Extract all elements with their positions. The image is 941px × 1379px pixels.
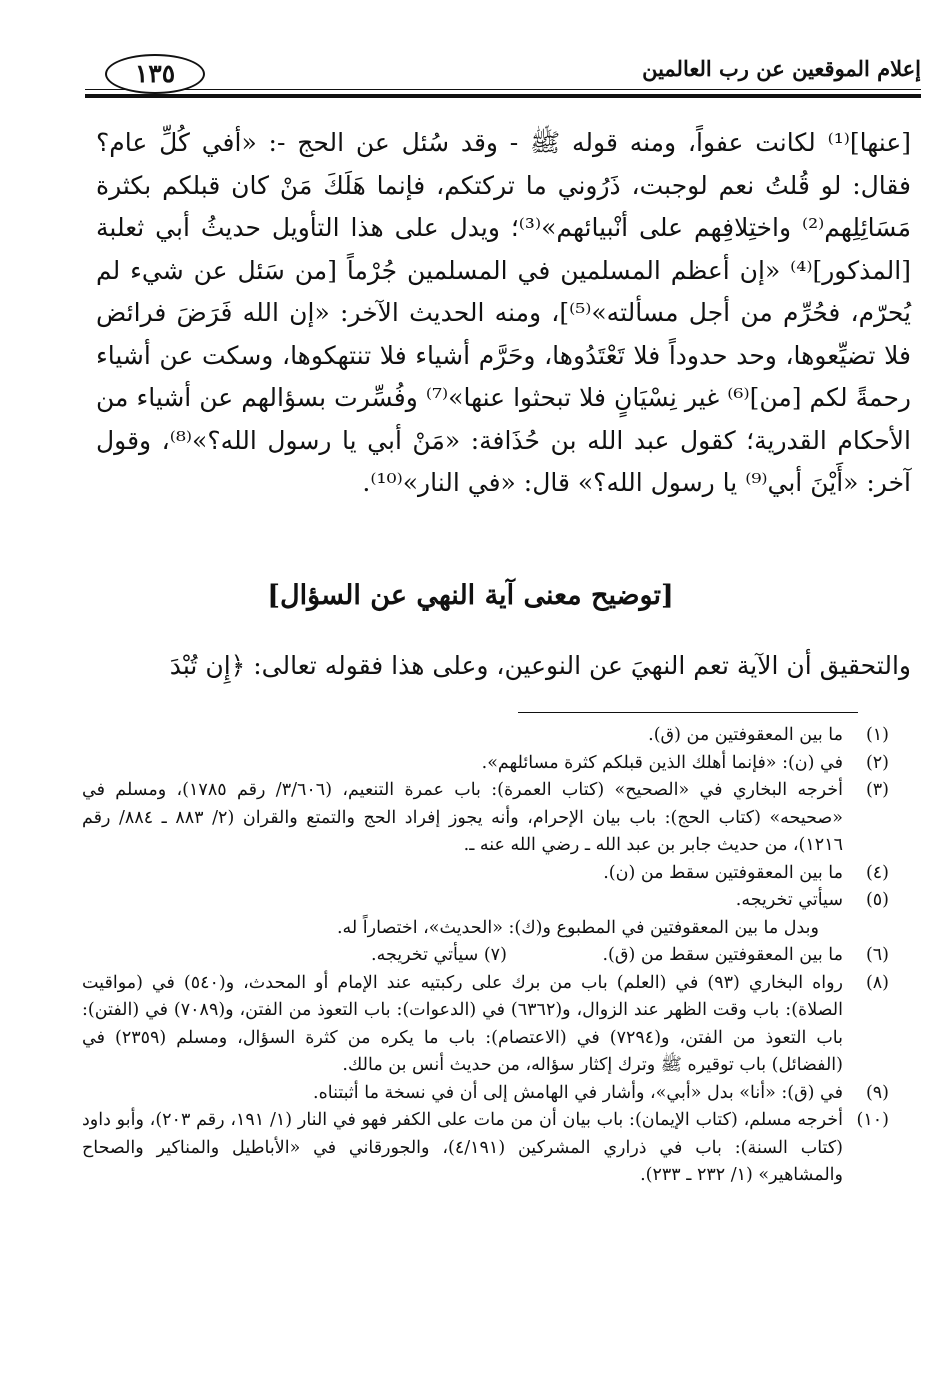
footnote-10 <box>82 1107 889 1190</box>
footnote-separator <box>518 712 858 713</box>
footnote-text: ما بين المعقوفتين سقط من (ق). <box>602 945 843 965</box>
footnote-8 <box>82 970 889 1080</box>
footnote-number: (٢) <box>865 752 889 773</box>
footnote-number: (٣) <box>865 780 889 800</box>
footnote-text: سيأتي تخريجه. <box>735 890 843 910</box>
footnote-3 <box>82 777 889 860</box>
main-text <box>96 122 911 505</box>
footnote-text: وبدل ما بين المعقوفتين في المطبوع و(ك): «الحديث»، اختصاراً له. <box>336 917 819 938</box>
footnote-6-7 <box>82 942 889 970</box>
page-number-badge: ١٣٥ <box>105 54 205 94</box>
footnote-number: (٤) <box>865 862 889 883</box>
footnote-number: (٥) <box>865 890 889 910</box>
footnote-number: (٨) <box>865 972 889 993</box>
footnote-text: رواه البخاري (٩٣) في (العلم) باب من برك على ركبتيه عند الإمام أو المحدث، و(٥٤٠) في (مواقيت الصلاة): باب وقت الظهر عند الزوال، و(٦٣٦٢) في (الدعوات): باب التعوذ من الفتن، و(٧٠٨٩) في (الفتن): باب التعوذ من الفتن، و(٧٢٩٤) في (الاعتصام): باب ما يكره من كثرة السؤال، ومسلم (٢٣٥٩) في (الفضائل) باب توقيره ﷺ وترك إكثار سؤاله، من حديث أنس بن مالك. <box>82 972 844 1075</box>
header-rule-thin <box>85 89 921 90</box>
footnote-text: أخرجه مسلم، (كتاب الإيمان): باب بيان أن من مات على الكفر فهو في النار (١/ ١٩١، رقم ٢٠٣)، وأبو داود (كتاب السنة): باب في ذراري المشركين (٤/١٩١)، والجورقاني في «الأباطيل والمناكير والصحاح والمشاهير» (١/ ٢٣٢ ـ ٢٣٣). <box>82 1110 843 1185</box>
footnote-number: (٦) <box>865 945 889 965</box>
footnote-text: أخرجه البخاري في «الصحيح» (كتاب العمرة): باب عمرة التنعيم، (٣/٦٠٦/ رقم ١٧٨٥)، ومسلم في «صحيحه» (كتاب الحج): باب بيان الإحرام، وأنه يجوز إفراد الحج والتمتع والقران (٢/ ٨٨٣ ـ ٨٨٤/ رقم ١٢١٦)، من حديث جابر بن عبد الله ـ رضي الله عنه ـ. <box>82 780 843 855</box>
footnote-text: ما بين المعقوفتين سقط من (ن). <box>603 862 843 883</box>
footnote-text: ما بين المعقوفتين من (ق). <box>648 725 843 745</box>
footnote-5-continuation <box>82 915 889 943</box>
section-text: والتحقيق أن الآية تعم النهيَ عن النوعين، وعلى هذا فقوله تعالى: ﴿إِن تُبْدَ <box>169 651 911 680</box>
header-rule-thick <box>85 94 921 98</box>
page-header <box>85 52 921 102</box>
footnote-number: (١) <box>865 725 889 745</box>
main-paragraph: [عنها]⁽¹⁾ لكانت عفواً، ومنه قوله ﷺ - وقد سُئل عن الحج -: «أفي كُلِّ عام؟ فقال: لو قُلتُ نعم لوجبت، ذَرُوني ما تركتكم، فإنما هَلَكَ مَنْ كان قبلكم بكثرة مَسَائِلِهم⁽²⁾ واختِلافِهم على أنْبيائهم»⁽³⁾؛ ويدل على هذا التأويل حديثُ أبي ثعلبة [المذكور]⁽⁴⁾ «إن أعظم المسلمين في المسلمين جُرْماً [من سَئل عن شيء لم يُحرّم، فحُرِّم من أجل مسألته»⁽⁵⁾]، ومنه الحديث الآخر: «إن الله فَرَضَ فرائض فلا تضيِّعوها، وحد حدوداً فلا تَعْتَدُوها، وحَرَّم أشياء فلا تنتهكوها، وسكت عن أشياء رحمةً لكم [من]⁽⁶⁾ غير نِسْيَانٍ فلا تبحثوا عنها»⁽⁷⁾ وفُسِّرت بسؤالهم عن أشياء من الأحكام القدرية؛ كقول عبد الله بن حُذَافة: «مَنْ أبي يا رسول الله؟»⁽⁸⁾، وقول آخر: «أَيْنَ أبي⁽⁹⁾ يا رسول الله؟» قال: «في النار»⁽¹⁰⁾. <box>96 128 911 497</box>
footnote-1 <box>82 722 889 750</box>
footnote-number: (٩) <box>865 1082 889 1103</box>
footnote-4 <box>82 860 889 888</box>
footnote-text: سيأتي تخريجه. <box>371 945 479 965</box>
footnote-9 <box>82 1080 889 1108</box>
section-heading: [توضيح معنى آية النهي عن السؤال] <box>267 580 674 611</box>
footnote-number: (١٠) <box>856 1110 889 1130</box>
running-title: إعلام الموقعين عن رب العالمين <box>642 56 921 81</box>
footnote-5 <box>82 887 889 915</box>
footnote-2 <box>82 750 889 778</box>
footnote-number: (٧) <box>483 945 507 965</box>
footnote-text: في (ق): «أنا» بدل «أبي»، وأشار في الهامش إلى أن في نسخة ما أثبتناه. <box>313 1082 843 1103</box>
footnote-text: في (ن): «فإنما أهلك الذين قبلكم كثرة مسائلهم». <box>481 752 843 773</box>
footnotes <box>82 722 889 1190</box>
